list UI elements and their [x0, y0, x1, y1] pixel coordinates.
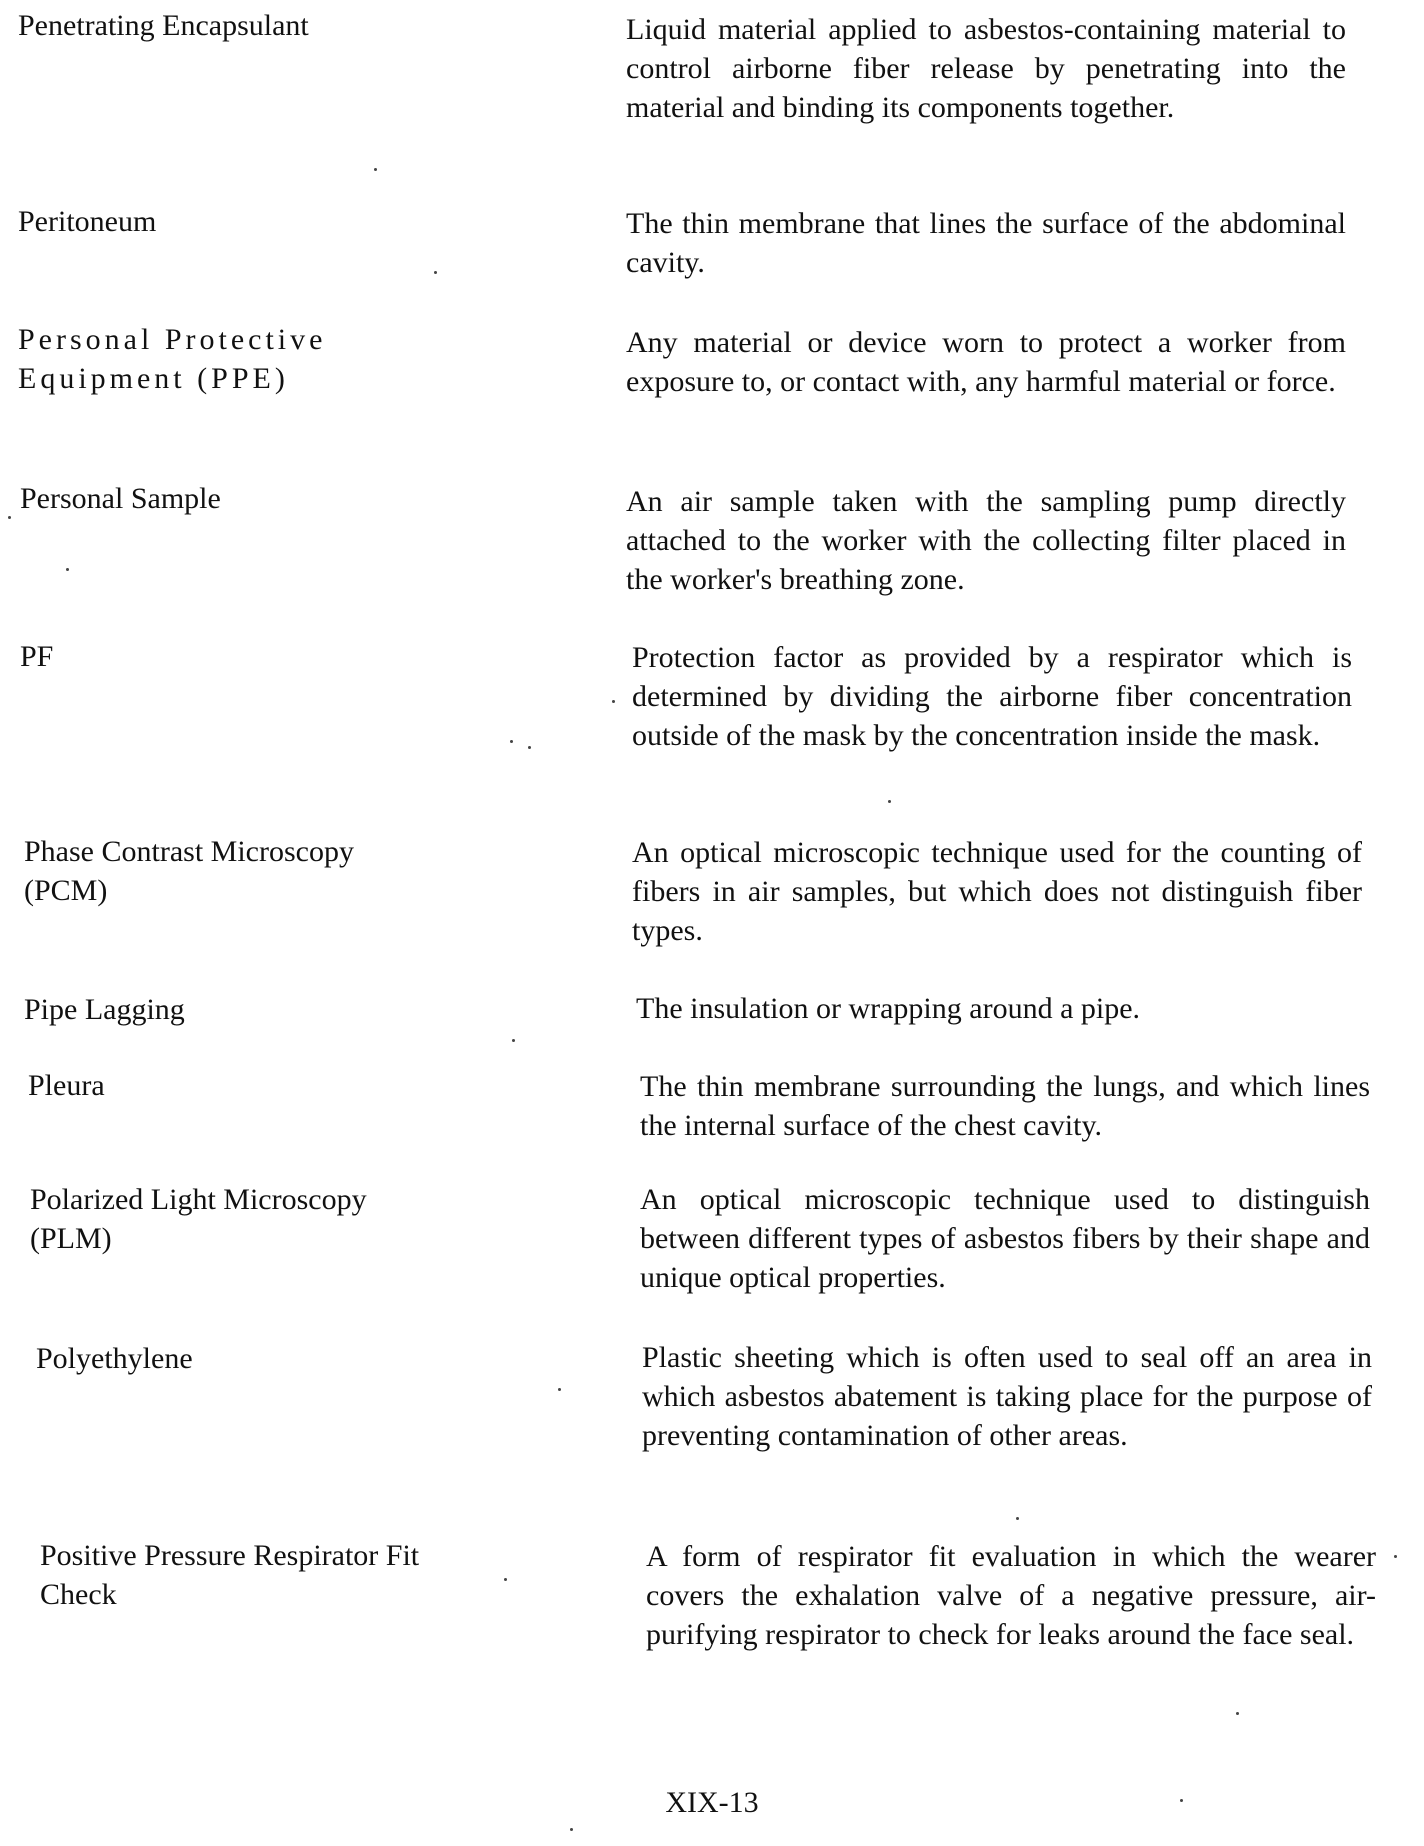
glossary-definition: Liquid material applied to asbestos-containing material to control airborne fiber release by penetrating into the material and binding its components together. — [626, 13, 1346, 124]
scan-speck — [558, 1388, 561, 1391]
glossary-term: Pipe Lagging — [24, 993, 185, 1026]
scan-speck — [1236, 1712, 1239, 1715]
scan-speck — [434, 271, 437, 274]
scan-speck — [1016, 1517, 1019, 1520]
glossary-definition: Plastic sheeting which is often used to seal off an area in which asbestos abatement is taking place for the purpose of preventing contamination of other areas. — [642, 1341, 1372, 1452]
scan-speck — [510, 740, 513, 743]
glossary-term: Peritoneum — [18, 205, 157, 238]
glossary-term: Polarized Light Microscopy (PLM) — [30, 1183, 367, 1255]
glossary-definition: A form of respirator fit evaluation in which the wearer covers the exhalation valve of a negative pressure, air-purifying respirator to check for leaks around the face seal. — [646, 1540, 1376, 1651]
scan-speck — [528, 746, 531, 749]
scan-speck — [570, 1828, 573, 1831]
page-number: XIX-13 — [665, 1786, 759, 1819]
scan-speck — [1394, 1555, 1397, 1558]
glossary-definition: The insulation or wrapping around a pipe. — [636, 992, 1141, 1025]
scan-speck — [512, 1039, 515, 1042]
glossary-definition: Any material or device worn to protect a worker from exposure to, or contact with, any harmful material or force. — [626, 326, 1346, 398]
glossary-term: Positive Pressure Respirator Fit Check — [40, 1539, 420, 1611]
glossary-term: Penetrating Encapsulant — [18, 9, 309, 42]
glossary-definition: The thin membrane surrounding the lungs, and which lines the internal surface of the chest cavity. — [640, 1070, 1370, 1142]
scan-speck — [612, 700, 615, 703]
glossary-term: PF — [20, 640, 54, 673]
glossary-term: Phase Contrast Microscopy (PCM) — [24, 835, 354, 907]
glossary-term: Personal Protective Equipment (PPE) — [18, 323, 327, 395]
glossary-definition: An air sample taken with the sampling pump directly attached to the worker with the collecting filter placed in the worker's breathing zone. — [626, 485, 1346, 596]
glossary-term: Personal Sample — [20, 482, 221, 515]
glossary-definition: The thin membrane that lines the surface of the abdominal cavity. — [626, 207, 1346, 279]
scan-speck — [504, 1578, 507, 1581]
glossary-definition: Protection factor as provided by a respirator which is determined by dividing the airborne fiber concentration outside of the mask by the concentration inside the mask. — [632, 641, 1352, 752]
scan-speck — [374, 168, 377, 171]
glossary-definition: An optical microscopic technique used to distinguish between different types of asbestos fibers by their shape and unique optical properties. — [640, 1183, 1370, 1294]
scan-speck — [1180, 1799, 1183, 1802]
scan-speck — [66, 568, 69, 571]
scan-speck — [888, 800, 891, 803]
glossary-term: Polyethylene — [36, 1342, 193, 1375]
glossary-term: Pleura — [28, 1069, 105, 1102]
glossary-definition: An optical microscopic technique used for the counting of fibers in air samples, but which does not distinguish fiber types. — [632, 836, 1362, 947]
scan-speck — [8, 516, 11, 519]
